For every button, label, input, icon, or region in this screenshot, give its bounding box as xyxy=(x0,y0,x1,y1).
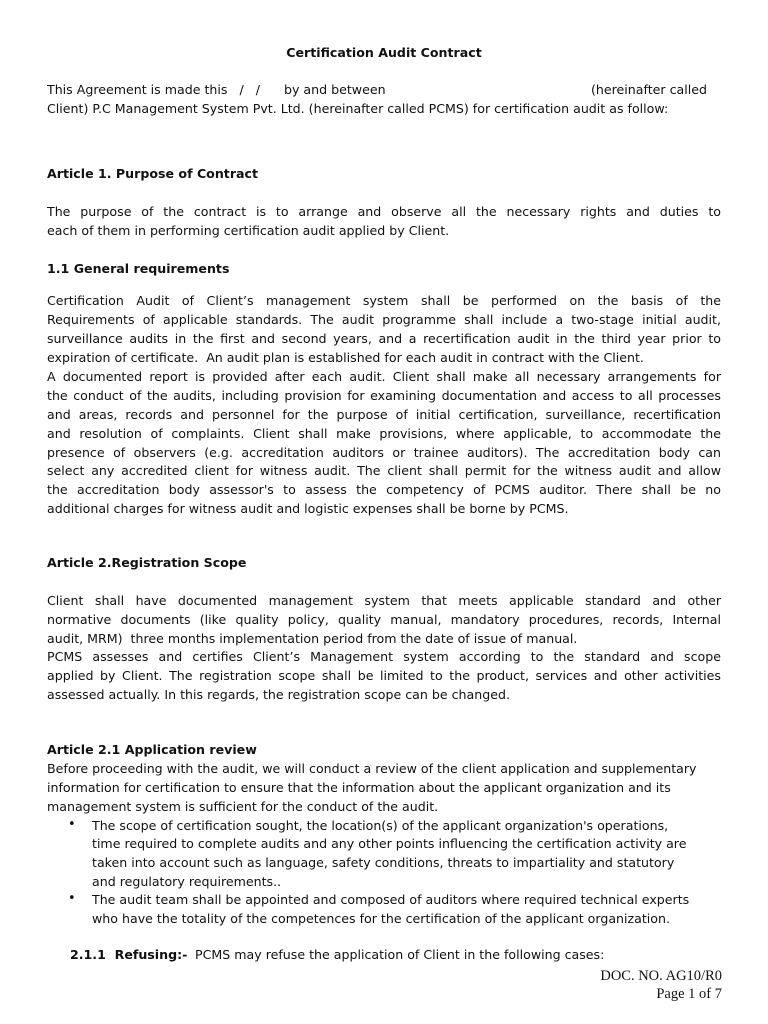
section-1-1-line: select any accredited client for witness audit. The client shall permit for the witness audit and allow xyxy=(47,463,721,478)
article-1-line: each of them in performing certification audit applied by Client. xyxy=(47,223,450,238)
bullet-1-line: time required to complete audits and any other points influencing the certification activity are xyxy=(92,836,687,851)
article-2-line: applied by Client. The registration scope shall be limited to the product, services and other activities xyxy=(47,668,721,683)
section-1-1-line: Certification Audit of Client’s management system shall be performed on the basis of the xyxy=(47,293,721,308)
bullet-1-line: and regulatory requirements.. xyxy=(92,874,282,889)
section-1-1-line: A documented report is provided after each audit. Client shall make all necessary arrangements for xyxy=(47,369,721,384)
article-2-1-line: information for certification to ensure that the information about the applicant organization and its xyxy=(47,780,671,795)
section-1-1-line: surveillance audits in the first and second years, and a recertification audit in the third year prior to xyxy=(47,331,721,346)
article-2-1-line: Before proceeding with the audit, we will conduct a review of the client application and supplementary xyxy=(47,761,697,776)
article-2-line: audit, MRM) three months implementation period from the date of issue of manual. xyxy=(47,631,578,646)
section-1-1-line: expiration of certificate. An audit plan is established for each audit in contract with the Client. xyxy=(47,350,644,365)
article-2-heading: Article 2.Registration Scope xyxy=(47,555,247,570)
bullet-1-line: taken into account such as language, safety conditions, threats to impartiality and statutory xyxy=(92,855,675,870)
section-1-1-line: and areas, records and personnel for the purpose of initial certification, surveillance, recertification xyxy=(47,407,721,422)
bullet-marker: • xyxy=(68,817,76,832)
refusing-text: PCMS may refuse the application of Client in the following cases: xyxy=(195,947,605,962)
page-number: Page 1 of 7 xyxy=(656,986,722,1002)
section-1-1-line: the conduct of the audits, including provision for examining documentation and access to all processes xyxy=(47,388,721,403)
article-2-1-line: management system is sufficient for the conduct of the audit. xyxy=(47,799,439,814)
intro-line-1a: This Agreement is made this / / by and between xyxy=(47,82,386,97)
bullet-marker: • xyxy=(68,891,76,906)
section-1-1-line: additional charges for witness audit and logistic expenses shall be borne by PCMS. xyxy=(47,501,569,516)
article-1-line: The purpose of the contract is to arrange and observe all the necessary rights and duties to xyxy=(47,204,721,219)
section-1-1-line: the accreditation body assessor's to assess the competency of PCMS auditor. There shall be no xyxy=(47,482,721,497)
section-1-1-heading: 1.1 General requirements xyxy=(47,261,230,276)
section-1-1-line: presence of observers (e.g. accreditation auditors or trainee auditors). The accreditation body can xyxy=(47,445,721,460)
article-2-line: assessed actually. In this regards, the registration scope can be changed. xyxy=(47,687,510,702)
doc-number: DOC. NO. AG10/R0 xyxy=(600,968,722,984)
bullet-1-line: The scope of certification sought, the location(s) of the applicant organization's operations, xyxy=(92,818,669,833)
page-title: Certification Audit Contract xyxy=(286,45,482,60)
article-1-heading: Article 1. Purpose of Contract xyxy=(47,166,259,181)
article-2-line: Client shall have documented management system that meets applicable standard and other xyxy=(47,593,721,608)
refusing-label: 2.1.1 Refusing:- xyxy=(70,947,188,962)
article-2-1-heading: Article 2.1 Application review xyxy=(47,742,257,757)
article-2-line: normative documents (like quality policy, quality manual, mandatory procedures, records, Internal xyxy=(47,612,721,627)
intro-line-2: Client) P.C Management System Pvt. Ltd. (hereinafter called PCMS) for certification audit as follow: xyxy=(47,101,669,116)
section-1-1-line: and resolution of complaints. Client shall make provisions, where applicable, to accommodate the xyxy=(47,426,721,441)
intro-line-1b: (hereinafter called xyxy=(591,82,707,97)
article-2-line: PCMS assesses and certifies Client’s Management system according to the standard and scope xyxy=(47,649,721,664)
section-1-1-line: Requirements of applicable standards. The audit programme shall include a two-stage initial audit, xyxy=(47,312,721,327)
bullet-2-line: who have the totality of the competences for the certification of the applicant organization. xyxy=(92,911,670,926)
bullet-2-line: The audit team shall be appointed and composed of auditors where required technical experts xyxy=(92,892,690,907)
